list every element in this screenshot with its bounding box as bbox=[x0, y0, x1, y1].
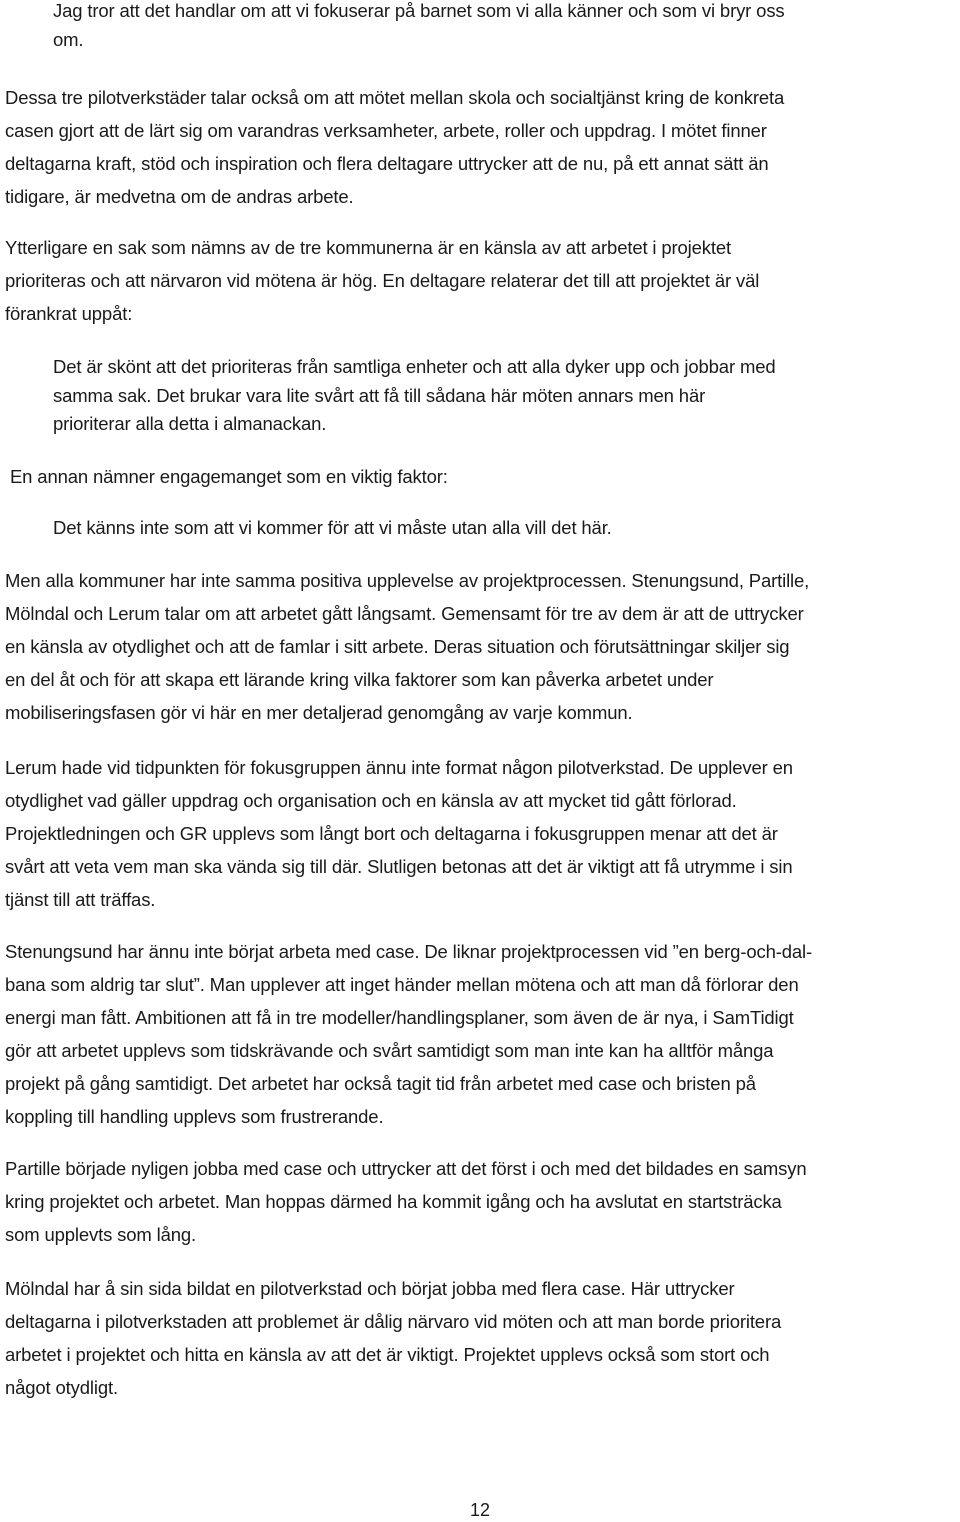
text-line: casen gjort att de lärt sig om varandras verksamheter, arbete, roller och uppdrag. I mötet finner bbox=[5, 120, 767, 141]
text-line: Lerum hade vid tidpunkten för fokusgruppen ännu inte format någon pilotverkstad. De upplever en bbox=[5, 757, 793, 778]
text-line: svårt att veta vem man ska vända sig till där. Slutligen betonas att det är viktigt att få utrymme i sin bbox=[5, 856, 793, 877]
text-line: energi man fått. Ambitionen att få in tre modeller/handlingsplaner, som även de är nya, i SamTidigt bbox=[5, 1007, 794, 1028]
text-line: gör att arbetet upplevs som tidskrävande och svårt samtidigt som man inte kan ha alltför många bbox=[5, 1040, 774, 1061]
text-line: Det känns inte som att vi kommer för att vi måste utan alla vill det här. bbox=[53, 517, 612, 538]
text-line: Det är skönt att det prioriteras från samtliga enheter och att alla dyker upp och jobbar med bbox=[53, 356, 776, 377]
text-line: Mölndal och Lerum talar om att arbetet gått långsamt. Gemensamt för tre av dem är att de uttrycker bbox=[5, 603, 804, 624]
paragraph-lerum bbox=[5, 751, 960, 916]
text-line: mobiliseringsfasen gör vi här en mer detaljerad genomgång av varje kommun. bbox=[5, 702, 633, 723]
text-line: Stenungsund har ännu inte börjat arbeta med case. De liknar projektprocessen vid ”en berg-och-dal- bbox=[5, 941, 812, 962]
text-line: Dessa tre pilotverkstäder talar också om att mötet mellan skola och socialtjänst kring de konkreta bbox=[5, 87, 785, 108]
text-line: otydlighet vad gäller uppdrag och organisation och en känsla av att mycket tid gått förlorad. bbox=[5, 790, 737, 811]
text-line: förankrat uppåt: bbox=[5, 303, 133, 324]
paragraph-en-annan bbox=[5, 460, 960, 493]
text-line: projekt på gång samtidigt. Det arbetet har också tagit tid från arbetet med case och bristen på bbox=[5, 1073, 756, 1094]
text-line: Partille började nyligen jobba med case och uttrycker att det först i och med det bildades en samsyn bbox=[5, 1158, 807, 1179]
text-line: tidigare, är medvetna om de andras arbete. bbox=[5, 186, 354, 207]
text-line: Ytterligare en sak som nämns av de tre kommunerna är en känsla av att arbetet i projektet bbox=[5, 237, 731, 258]
text-line: Projektledningen och GR upplevs som långt bort och deltagarna i fokusgruppen menar att det är bbox=[5, 823, 778, 844]
text-line: tjänst till att träffas. bbox=[5, 889, 156, 910]
text-line: samma sak. Det brukar vara lite svårt att få till sådana här möten annars men här bbox=[53, 384, 706, 406]
text-line: prioriterar alla detta i almanackan. bbox=[53, 413, 327, 434]
text-line: Men alla kommuner har inte samma positiva upplevelse av projektprocessen. Stenungsund, Partille, bbox=[5, 570, 810, 591]
text-line: koppling till handling upplevs som frustrerande. bbox=[5, 1106, 384, 1127]
text-line: om. bbox=[53, 28, 84, 50]
paragraph-partille bbox=[5, 1152, 960, 1251]
paragraph-stenungsund bbox=[5, 935, 960, 1133]
text-line: kring projektet och arbetet. Man hoppas därmed ha kommit igång och ha avslutat en startsträcka bbox=[5, 1191, 782, 1212]
quote-engagemang bbox=[53, 514, 943, 543]
text-line: en del åt och för att skapa ett lärande kring vilka faktorer som kan påverka arbetet under bbox=[5, 669, 714, 690]
text-line: Mölndal har å sin sida bildat en pilotverkstad och börjat jobba med flera case. Här uttrycker bbox=[5, 1278, 735, 1299]
paragraph-pilotverkstader bbox=[5, 81, 960, 213]
paragraph-molndal bbox=[5, 1272, 960, 1404]
text-line: Jag tror att det handlar om att vi fokuserar på barnet som vi alla känner och som vi bryr oss bbox=[53, 0, 785, 21]
paragraph-ytterligare bbox=[5, 231, 960, 330]
quote-barnet bbox=[53, 0, 943, 54]
text-line: något otydligt. bbox=[5, 1377, 118, 1398]
page-number: 12 bbox=[469, 1500, 491, 1520]
quote-prioriteras bbox=[53, 353, 943, 439]
text-line: bana som aldrig tar slut”. Man upplever att inget händer mellan mötena och att man då förlorar den bbox=[5, 974, 799, 995]
text-line: deltagarna kraft, stöd och inspiration och flera deltagare uttrycker att de nu, på ett annat sätt än bbox=[5, 153, 769, 174]
text-line: arbetet i projektet och hitta en känsla av att det är viktigt. Projektet upplevs också som stort och bbox=[5, 1344, 770, 1365]
text-line: deltagarna i pilotverkstaden att problemet är dålig närvaro vid möten och att man borde prioritera bbox=[5, 1311, 782, 1332]
text-line: en känsla av otydlighet och att de famlar i sitt arbete. Deras situation och förutsättningar skiljer sig bbox=[5, 636, 790, 657]
text-line: En annan nämner engagemanget som en viktig faktor: bbox=[5, 466, 448, 487]
text-line: prioriteras och att närvaron vid mötena är hög. En deltagare relaterar det till att projektet är väl bbox=[5, 270, 760, 291]
paragraph-men-alla-kommuner bbox=[5, 564, 960, 729]
text-line: som upplevts som lång. bbox=[5, 1224, 197, 1245]
